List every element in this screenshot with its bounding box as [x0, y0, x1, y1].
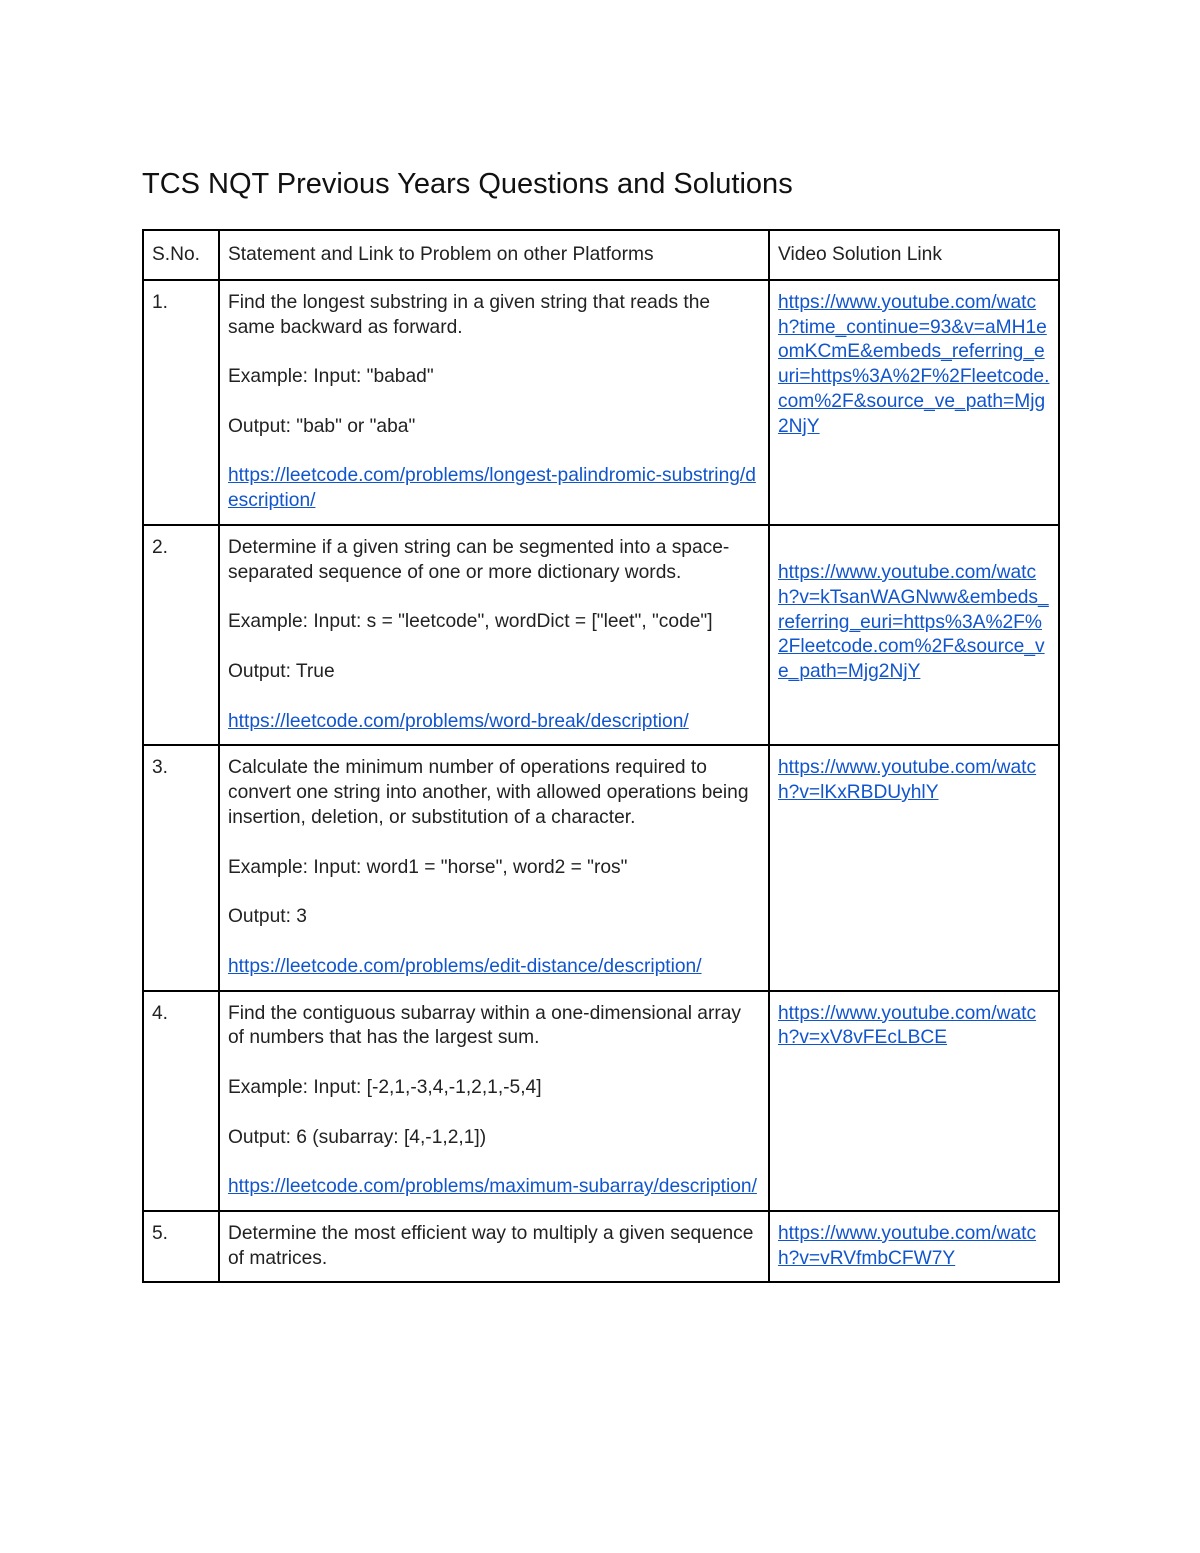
statement-cell	[219, 1211, 769, 1283]
problem-statement: Calculate the minimum number of operations required to convert one string into another, with allowed operations being insertion, deletion, or substitution of a character.	[228, 757, 749, 828]
header-video: Video Solution Link	[769, 230, 1059, 280]
video-solution-link[interactable]: https://www.youtube.com/watch?time_continue=93&v=aMH1eomKCmE&embeds_referring_euri=https%3A%2F%2Fleetcode.com%2F&source_ve_path=Mjg2NjY	[778, 291, 1050, 437]
statement-cell	[219, 745, 769, 990]
row-number: 4.	[143, 991, 219, 1211]
questions-table	[142, 229, 1060, 1283]
problem-statement: Determine if a given string can be segmented into a space-separated sequence of one or more dictionary words.	[228, 536, 730, 583]
video-cell	[769, 525, 1059, 745]
output-text: Output: "bab" or "aba"	[228, 415, 416, 437]
problem-link[interactable]: https://leetcode.com/problems/maximum-subarray/description/	[228, 1176, 757, 1198]
video-cell	[769, 991, 1059, 1211]
page-title: TCS NQT Previous Years Questions and Solutions	[142, 168, 793, 200]
row-number: 3.	[143, 745, 219, 990]
problem-link[interactable]: https://leetcode.com/problems/word-break/description/	[228, 710, 689, 732]
problem-statement: Find the longest substring in a given string that reads the same backward as forward.	[228, 291, 711, 338]
statement-cell	[219, 280, 769, 525]
table-row	[143, 745, 1059, 990]
table-row	[143, 525, 1059, 745]
output-text: Output: True	[228, 660, 335, 682]
video-solution-link[interactable]: https://www.youtube.com/watch?v=vRVfmbCFW7Y	[778, 1222, 1037, 1269]
row-number: 2.	[143, 525, 219, 745]
example-text: Example: Input: [-2,1,-3,4,-1,2,1,-5,4]	[228, 1076, 542, 1098]
table-row	[143, 1211, 1059, 1283]
example-text: Example: Input: s = "leetcode", wordDict = ["leet", "code"]	[228, 611, 713, 633]
table-row	[143, 991, 1059, 1211]
statement-cell	[219, 991, 769, 1211]
video-solution-link[interactable]: https://www.youtube.com/watch?v=xV8vFEcLBCE	[778, 1002, 1037, 1049]
problem-link[interactable]: https://leetcode.com/problems/longest-palindromic-substring/description/	[228, 465, 756, 512]
example-text: Example: Input: "babad"	[228, 366, 434, 388]
problem-statement: Find the contiguous subarray within a one-dimensional array of numbers that has the largest sum.	[228, 1002, 742, 1049]
table-row	[143, 280, 1059, 525]
row-number: 5.	[143, 1211, 219, 1283]
problem-link[interactable]: https://leetcode.com/problems/edit-distance/description/	[228, 955, 702, 977]
video-cell	[769, 280, 1059, 525]
output-text: Output: 3	[228, 906, 307, 928]
row-number: 1.	[143, 280, 219, 525]
example-text: Example: Input: word1 = "horse", word2 = "ros"	[228, 856, 628, 878]
video-solution-link[interactable]: https://www.youtube.com/watch?v=kTsanWAGNww&embeds_referring_euri=https%3A%2F%2Fleetcode.com%2F&source_ve_path=Mjg2NjY	[778, 561, 1049, 683]
header-statement: Statement and Link to Problem on other Platforms	[219, 230, 769, 280]
problem-statement: Determine the most efficient way to multiply a given sequence of matrices.	[228, 1222, 754, 1269]
table-header-row	[143, 230, 1059, 280]
video-cell	[769, 1211, 1059, 1283]
statement-cell	[219, 525, 769, 745]
video-cell	[769, 745, 1059, 990]
video-solution-link[interactable]: https://www.youtube.com/watch?v=lKxRBDUyhlY	[778, 757, 1037, 804]
header-sno: S.No.	[143, 230, 219, 280]
output-text: Output: 6 (subarray: [4,-1,2,1])	[228, 1126, 487, 1148]
